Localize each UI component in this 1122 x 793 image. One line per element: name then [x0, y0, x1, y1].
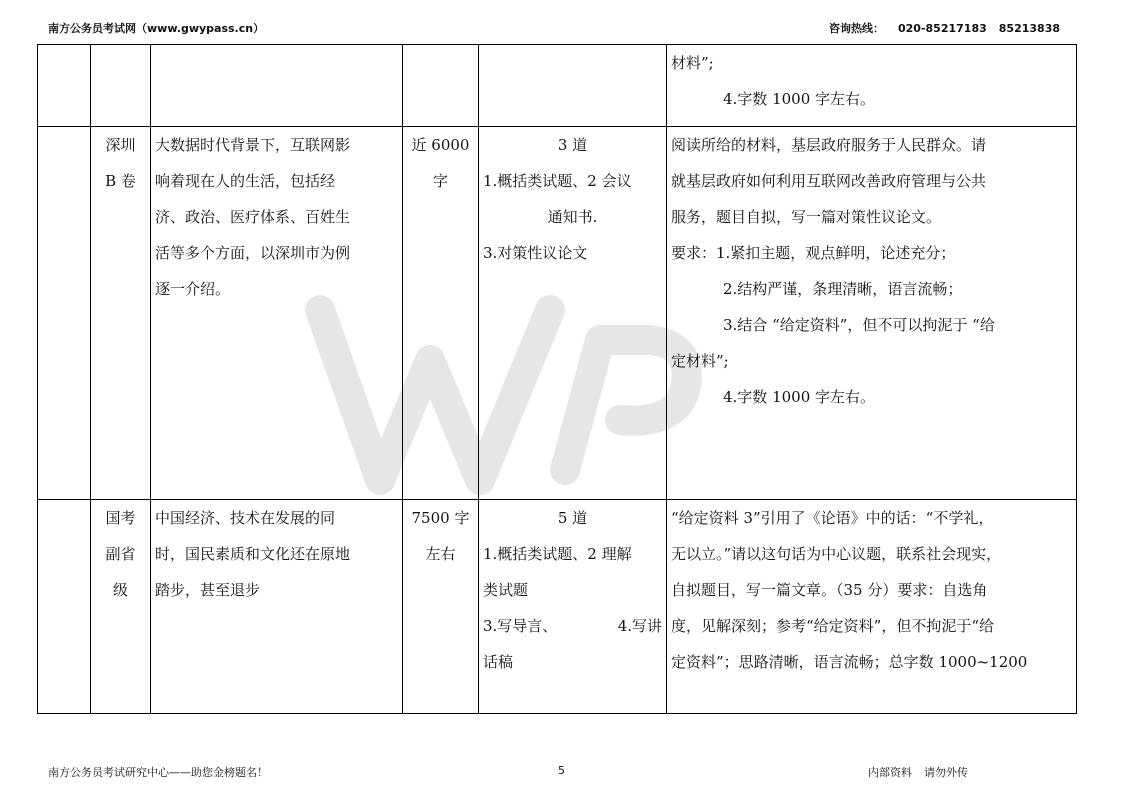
region-cell: [38, 500, 91, 714]
requirement-line: 4.字数 1000 字左右。: [723, 90, 876, 108]
material-cell: [151, 45, 403, 127]
length-line: 近 6000: [411, 136, 470, 154]
material-cell: [151, 127, 403, 500]
question-type-part: 4.写讲: [617, 617, 662, 635]
header-hotline: [829, 20, 1060, 36]
requirement-line: 3.结合 “给定资料”，但不可以拘泥于 “给: [723, 316, 995, 334]
question-type-line: 1.概括类试题、2 会议: [483, 172, 632, 190]
length-cell: [403, 45, 479, 127]
question-type-cell: [479, 127, 667, 500]
material-line: 活等多个方面，以深圳市为例: [155, 244, 351, 262]
table-row: [38, 45, 1077, 127]
requirement-line: 无以立。”请以这句话为中心议题，联系社会现实，: [671, 545, 1002, 563]
requirement-line: 2.结构严谨，条理清晰，语言流畅；: [723, 280, 963, 298]
exam-name-line: 深圳: [105, 136, 136, 154]
length-line: 7500 字: [411, 509, 470, 527]
requirement-line: 阅读所给的材料，基层政府服务于人民群众。请: [671, 136, 987, 154]
exam-name-cell: [91, 500, 151, 714]
length-cell: [403, 127, 479, 500]
requirement-line: 度，见解深刻；参考“给定资料”，但不拘泥于“给: [671, 617, 995, 635]
question-type-cell: [479, 45, 667, 127]
requirement-line: 要求：1.紧扣主题，观点鲜明，论述充分；: [671, 244, 956, 262]
question-type-cell: [479, 500, 667, 714]
length-line: 字: [432, 172, 448, 190]
material-line: 时，国民素质和文化还在原地: [155, 545, 351, 563]
material-line: 逐一介绍。: [155, 280, 231, 298]
exam-name-line: 副省: [105, 545, 136, 563]
footer-slogan: 南方公务员考试研究中心——助您金榜题名！: [48, 766, 268, 779]
question-type-line: 类试题: [483, 581, 529, 599]
region-cell: [38, 127, 91, 500]
table-row: [38, 127, 1077, 500]
material-cell: [151, 500, 403, 714]
exam-table: [37, 44, 1077, 714]
requirement-cell: [667, 500, 1077, 714]
requirement-line: 服务，题目自拟，写一篇对策性议论文。: [671, 208, 942, 226]
region-cell: [38, 45, 91, 127]
question-count: 3 道: [557, 136, 588, 154]
length-line: 左右: [425, 545, 456, 563]
requirement-line: 定资料”；思路清晰，语言流畅；总字数 1000~1200: [671, 653, 1028, 671]
requirement-line: 就基层政府如何利用互联网改善政府管理与公共: [671, 172, 987, 190]
exam-name-line: 国考: [105, 509, 136, 527]
hotline-label: 咨询热线：: [829, 22, 884, 35]
requirement-cell: [667, 45, 1077, 127]
requirement-line: 自拟题目，写一篇文章。（35 分）要求：自选角: [671, 581, 988, 599]
question-type-line: 话稿: [483, 653, 514, 671]
requirement-line: 4.字数 1000 字左右。: [723, 388, 876, 406]
footer-notice: [868, 764, 968, 780]
exam-name-cell: [91, 127, 151, 500]
length-cell: [403, 500, 479, 714]
requirement-line: “给定资料 3”引用了《论语》中的话：“不学礼，: [671, 509, 994, 527]
page-number: 5: [558, 764, 565, 777]
material-line: 中国经济、技术在发展的同: [155, 509, 336, 527]
exam-name-line: B 卷: [105, 172, 136, 190]
exam-name-cell: [91, 45, 151, 127]
question-type-part: 3.写导言、: [483, 617, 558, 635]
exam-name-line: 级: [112, 581, 128, 599]
footer-notice-2: 请勿外传: [924, 766, 968, 779]
hotline-phone-1: 020-85217183: [898, 22, 987, 35]
requirement-line: 材料”;: [671, 54, 714, 72]
material-line: 响着现在人的生活，包括经: [155, 172, 336, 190]
footer-notice-1: 内部资料: [868, 766, 912, 779]
question-type-line: 1.概括类试题、2 理解: [483, 545, 632, 563]
question-type-line: [483, 608, 662, 644]
hotline-phone-2: 85213838: [998, 22, 1060, 35]
table-row: [38, 500, 1077, 714]
header-site-name: 南方公务员考试网（www.gwypass.cn）: [48, 22, 265, 35]
requirement-line: 定材料”;: [671, 352, 729, 370]
material-line: 济、政治、医疗体系、百姓生: [155, 208, 351, 226]
question-type-line: 通知书.: [547, 208, 598, 226]
material-line: 踏步，甚至退步: [155, 581, 261, 599]
material-line: 大数据时代背景下，互联网影: [155, 136, 351, 154]
requirement-cell: [667, 127, 1077, 500]
question-type-line: 3.对策性议论文: [483, 244, 588, 262]
question-count: 5 道: [557, 509, 588, 527]
